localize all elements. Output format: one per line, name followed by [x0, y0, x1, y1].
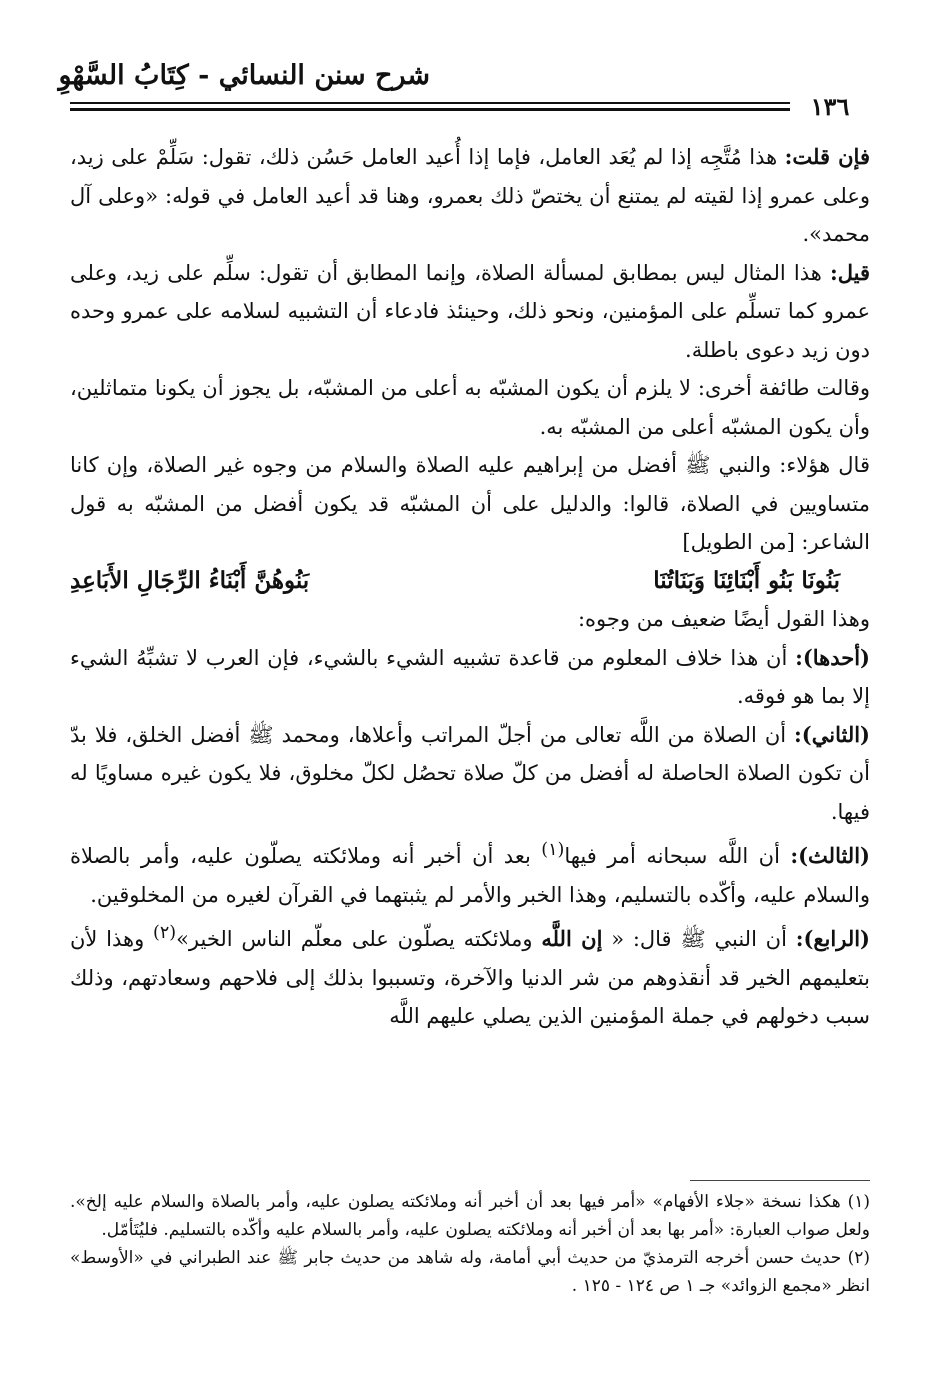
paragraph-another-group: وقالت طائفة أخرى: لا يلزم أن يكون المشبّه به أعلى من المشبّه، بل يجوز أن يكونا متماثلين، وأن يكون المشبّه أعلى من المشبّه به.	[70, 376, 870, 439]
header-rule-line-bottom	[70, 108, 790, 111]
poetry-verse	[70, 562, 870, 601]
paragraph-first-reason	[70, 639, 870, 716]
paragraph-lead: (أحدها):	[795, 644, 870, 670]
paragraph-their-argument: قال هؤلاء: والنبي ﷺ أفضل من إبراهيم عليه الصلاة والسلام من وجوه غير الصلاة، وإن كانا متساويين في الصلاة، قالوا: والدليل على أن المشبّه قد يكون أفضل من المشبّه به قول الشاعر: [من الطويل]	[70, 453, 870, 554]
paragraph-reply	[70, 254, 870, 370]
paragraph-second-reason	[70, 716, 870, 832]
paragraph-lead: فإن قلت:	[784, 144, 870, 169]
paragraph-weakness: وهذا القول أيضًا ضعيف من وجوه:	[577, 607, 870, 631]
footnote-divider	[690, 1180, 870, 1181]
paragraph-text: أن الصلاة من اللَّه تعالى من أجلّ المراتب وأعلاها، ومحمد ﷺ أفضل الخلق، فلا بدّ أن تكون الصلاة الحاصلة له أفضل من كلّ صلاة تحصُل لكلّ مخلوق، فلا يكون غيره مساويًا له فيها.	[70, 722, 870, 824]
header-rule-line-top	[70, 102, 790, 104]
paragraph-text: هذا المثال ليس بمطابق لمسألة الصلاة، وإنما المطابق أن تقول: سلِّم على زيد، وعلى عمرو كما تسلِّم على المؤمنين، ونحو ذلك، وحينئذ فادعاء أن التشبيه لسلامه على عمرو وحده دون زيد دعوى باطلة.	[70, 260, 870, 362]
hadith-emphasis: إن اللَّه	[541, 926, 603, 951]
header-rule	[70, 92, 870, 121]
paragraph-lead: (الثالث):	[790, 843, 870, 868]
verse-second-hemistich: بَنُوهُنَّ أَبْنَاءُ الرِّجَالِ الأَبَاعِدِ	[70, 566, 310, 594]
paragraph-text: أن هذا خلاف المعلوم من قاعدة تشبيه الشيء بالشيء، فإن العرب لا تشبِّهُ الشيء إلا بما هو فوقه.	[70, 645, 870, 708]
footnote-ref[interactable]: (١)	[541, 840, 565, 860]
paragraph-fourth-reason	[70, 914, 870, 1036]
paragraph-lead: (الثاني):	[794, 721, 870, 747]
paragraph-lead: (الرابع):	[795, 926, 870, 951]
paragraph-text: أن النبي ﷺ قال: «	[602, 927, 796, 951]
paragraph-text: وهذا لأن بتعليمهم الخير قد أنقذوهم من شر الدنيا والآخرة، وتسببوا بذلك إلى فلاحهم وسعادتهم، وذلك سبب دخولهم في جملة المؤمنين الذين يصلي عليهم اللَّه	[70, 927, 870, 1028]
paragraph-third-reason	[70, 831, 870, 914]
paragraph-lead: قيل:	[829, 259, 870, 285]
footnotes	[70, 1188, 870, 1300]
paragraph-text: أن اللَّه سبحانه أمر فيها	[564, 844, 791, 868]
paragraph-text: بعد أن أخبر أنه وملائكته يصلّون عليه، وأمر بالصلاة والسلام عليه، وأكّده بالتسليم، وهذا الخبر والأمر لم يثبتهما في القرآن لغيره من المخلوقين.	[70, 844, 870, 907]
page-number: ١٣٦	[810, 92, 850, 121]
paragraph-text: هذا مُتَّجِه إذا لم يُعَد العامل، فإما إذا أُعيد العامل حَسُن ذلك، تقول: سَلِّمْ على زيد، وعلى عمرو إذا لقيته لم يمتنع أن يختصّ ذلك بعمرو، وهنا قد أعيد العامل في قوله: «وعلى آل محمد».	[70, 145, 870, 246]
running-head: شرح سنن النسائي - كِتَابُ السَّهْوِ	[58, 60, 430, 91]
book-page	[58, 40, 870, 1340]
main-text	[70, 138, 870, 1036]
footnote-ref[interactable]: (٢)	[153, 923, 177, 943]
footnote-2: (٢) حديث حسن أخرجه الترمذيّ من حديث أبي أمامة، وله شاهد من حديث جابر ﷺ عند الطبراني في «الأوسط» انظر «مجمع الزوائد» جـ ١ ص ١٢٤ - ١٢٥ .	[70, 1248, 870, 1296]
verse-first-hemistich: بَنُونَا بَنُو أَبْنَائِنَا وَبَنَاتُنَا	[653, 566, 840, 594]
paragraph-objection	[70, 138, 870, 254]
footnote-1: (١) هكذا نسخة «جلاء الأفهام» «أمر فيها بعد أن أخبر أنه وملائكته يصلون عليه، وأمر بالصلاة والسلام عليه إلخ». ولعل صواب العبارة: «أمر بها بعد أن أخبر أنه وملائكته يصلون عليه، وأمر بالسلام عليه وأكّده بالتسليم. فليُتَأمّل.	[70, 1192, 870, 1240]
paragraph-text: وملائكته يصلّون على معلّم الناس الخير»	[176, 927, 542, 951]
